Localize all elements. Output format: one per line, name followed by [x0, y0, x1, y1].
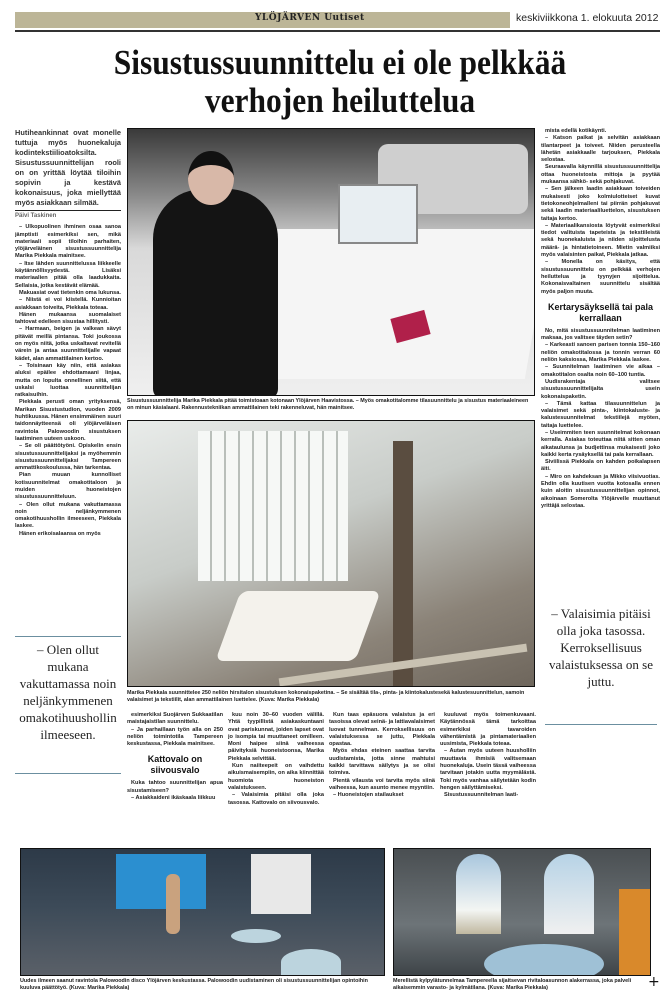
table: [231, 929, 281, 943]
paragraph: No, mitä sisustussuunnitelman laatiminen maksaa, jos valitsee täyden setin?: [541, 327, 660, 342]
arched-window: [456, 854, 501, 934]
figure: [166, 874, 180, 934]
paragraph: – Monella on käsitys, että sisustussuunnittelu on pelkkää verhojen heiluttelua ja tyynyjen sijoittelua. Kokonaisvaltainen suunnittelu sisältää myös paljon muuta.: [541, 259, 660, 295]
face: [188, 151, 234, 205]
paragraph: Kuka tahtoo suunnittelijan apua sisustamiseen?: [127, 780, 223, 794]
lead: Hutiheankinnat ovat monelle tuttuja myös huonekaluja kodintekstiilioatoksilta. Sisustussuunnittelijan rooli on on yrittää löytää tiloihin sopivin ja kestävä kokonaisuus, joka miellyttää myös asiakkaan silmää.: [15, 128, 121, 211]
left-column-body: [15, 224, 121, 538]
paragraph: Siviilissä Piekkala on kahden poikalapsen äiti.: [541, 459, 660, 473]
paragraph: – Useimmiten teen suunnitelmat kokonaan kerralla. Asiakas toteuttaa niitä sitten oman aikataulunsa ja budjettinsa mukaisesti joko kaikki kerta rysäyksellä tai pala kerrallaan.: [541, 429, 660, 458]
orange-wall: [619, 889, 651, 976]
paragraph: – Karkeasti sanoen parisen tonnia 150–160 neliön omakotitalossa ja tonnin verran 60 neliön kaksiossa, Marika Piekkala laskee.: [541, 342, 660, 364]
log-pillar: [393, 441, 413, 686]
body-column-2: [228, 712, 324, 846]
paragraph: – Harmaan, beigen ja valkean sävyt pitävät meillä pintansa. Toki joukossa on myös niitä, jotka uskaltavat revitellä värein ja antaa suunnittelijalle vapaat kädet, alan ammattilainen kertoo.: [15, 326, 121, 362]
body-column-1: [127, 712, 223, 846]
right-column: [541, 128, 660, 598]
photo1-caption: Sisustussuunnittelija Marika Piekkala pitää toimistoaan kotonaan Ylöjärven Haavistossa. – Myös omakotitalomme tilasuunnittelu ja sisustus materiaaleineen on minun käsialaani. Rakennustekniikan ammattilainen teki rakenneluvat, hän mainitsee.: [127, 398, 529, 411]
bottom-left-caption: Uudes ilmeen saanut ravintola Palowoodin disco Ylöjärven keskustassa. Palowoodin uudistaminen oli sisustussuunnittelijan opintoihin kuuluva päättötyö. (Kuva: Marika Piekkala): [20, 978, 368, 991]
paragraph: – Materiaalikansiosta löytyvät esimerkiksi tiedot valituista tapeteista ja tekstiileistä sekä huonekaluista ja niiden sijoittelusta määrä- ja hintatietoineen. Mietin valmiiksi myös valaisinten paikat, Piekkala jatkaa.: [541, 222, 660, 259]
paragraph: – Olen ollut mukana vakuttamassa noin neljänkymmenen omakotihuushollin ilmeeseen, Piekkala laskee.: [15, 501, 121, 530]
newspaper-logo: YLÖJÄRVEN Uutiset: [255, 13, 365, 23]
paragraph: Kun naiiteepeit on vaihdettu aikuismaisempiin, on aika kiinnittää huomiota huoneiston valaistukseen.: [228, 763, 324, 791]
paragraph: – Itse lähden suunnittelussa liikkeelle käytännöllisyydestä. Lisäksi materiaalien pitää olla laadukkaita. Sellaisia, jotka kestävät elämää.: [15, 260, 121, 289]
paragraph: – Valaisimia pitäisi olla joka tasossa. Kattovalo on siivousvalo.: [228, 792, 324, 806]
body-column-3: [329, 712, 435, 846]
paragraph: – Suunnitelman laatiminen vie aikaa – omakotitalon osalta noin 60–100 tuntia.: [541, 364, 660, 378]
masthead-rule: [15, 30, 660, 32]
paragraph: – Sen jälkeen laadin asiakkaan toiveiden mukaisesti joko kolmiulotteiset kuvat tietokoneohjelmalleni tai piirrän pohjakuvat sekä laadin materiaaliluettelon, sisustuksen taitaja kertoo.: [541, 186, 660, 222]
subheading-ceiling-light: Kattovalo on siivousvalo: [147, 754, 203, 776]
paragraph: – Huoneistojen stailaukset: [333, 792, 404, 799]
byline: Päivi Taskinen: [15, 213, 57, 219]
person: [153, 189, 278, 396]
photo2-caption: Marika Piekkala suunnittelee 250 neliön hirsitalon sisustuksen kokonaispaketina. – Se sisältää tila-, pinta- ja kiintokalustesekä kalustesuunnittelun, samoin valaisimet ja tekstiilit, alan ammattilainen luettelee. (Kuva: Marika Piekkala): [127, 690, 525, 703]
issue-date: keskiviikkona 1. elokuuta 2012: [516, 12, 659, 24]
body-column-4: [440, 712, 536, 846]
paragraph: esimerkiksi Suojärven Sukkaatilan maistajaistilan suunnittelu.: [127, 712, 223, 726]
photo-designer-at-desk: [127, 128, 535, 396]
paragraph: Hänen erikoisalaansa on myös: [19, 530, 101, 537]
render-log-house-interior: [127, 420, 535, 687]
paragraph: Piekkala perusti oman yrityksensä, Marikan Sisustustudion, vuoden 2009 huhtikuussa. Hänen ensimmäinen suuri taidonnäytteensä oli ylöjärveläisen ravintola Palowoodin sisustuksen laatiminen uuteen uskoon.: [15, 399, 121, 442]
photo-spa-basement: [393, 848, 651, 976]
paragraph: – Tämä kattaa tilasuunnittelun ja valaisimet sekä pinta-, kiintokaluste- ja kalustesuunnitelmat tekstiilejä myöten, taitaja luettelee.: [541, 400, 660, 429]
photo-palowood-disco: [20, 848, 385, 976]
paragraph: Hänen mukaansa suomalaiset tahtovat edelleen sisustaa hillitysti.: [15, 311, 121, 326]
paragraph: Kun taas epäsuora valaistus ja eri tasoissa olevat seinä- ja lattiavalaisimet luovat tunnelman. Kerroksellisuus on valaistuksessa se juttu, Piekkala opastaa.: [329, 712, 435, 748]
subheading-right: Kertarysäyksellä tai pala kerrallaan: [547, 301, 654, 323]
paragraph: Sisustussuunnitelman laati-: [444, 792, 519, 799]
paragraph: Makuasiat ovat tietenkin oma lukunsa.: [19, 289, 121, 296]
paragraph: – Se oli päättötyöni. Opiskelin ensin sisustussuunnittelijaksi ja myöhemmin sisustussuunnittelijaksi Tampereen ammattikoskoulussa, hän tarkentaa.: [15, 443, 121, 472]
headline: Sisustussuunnittelu ei ole pelkkää verhojen heiluttelua: [113, 43, 567, 120]
pull-quote-left: – Olen ollut mukana vakuttamassa noin neljänkymmenen omakotihuushollin ilmeeseen.: [15, 636, 121, 774]
table: [281, 949, 341, 975]
wall-art: [251, 854, 311, 914]
paragraph: kuuluvat myös toimenkuvaani. Käytännössä tämä tarkoittaa esimerkiksi tavaroiden vähentämistä ja pintamateriaalien uusimista, Piekkala toteaa.: [440, 712, 536, 748]
paragraph: – Ja parhaillaan työn alla on 250 neliön toimintotila Tampereen keskustassa, Piekkala mainitsee.: [127, 726, 223, 748]
left-column: [15, 128, 121, 640]
paragraph: – Katson paikat ja selvitän asiakkaan tilantarpeet ja toiveet. Niiden perusteella lähetän asiakkaalle tarjouksen, Piekkala selostaa.: [541, 135, 660, 164]
paragraph: – Asiakkaideni ikäskaala liikkuu: [131, 795, 216, 802]
laptop: [338, 184, 418, 244]
paragraph: – Niistä ei voi kiistellä. Kunnioitan asiakkaan toiveita, Piekkala toteaa.: [15, 297, 121, 311]
paragraph: – Miro on kahdeksan ja Mikko viisivuotias. Ehdin olla kuutisen vuotta kotosalla ennen kuin aloitin sisustussuunnittelijan opinnot, aikoinaan Somerolta Ylöjärvelle muuttanut yrittäjä selostaa.: [541, 473, 660, 509]
paragraph: Seuraavalla käynnillä sisustussuunnittelija ottaa huoneistosta mittoja ja pyytää mukaansa sähkö- sekä pohjakuvat.: [541, 164, 660, 186]
paragraph: – Ulkopuolinen ihminen osaa sanoa jämptisti esimerkiksi sen, mikä materiaali sopii tiloihin parhaiten, ylöjärveläinen sisustussuunnittelija Marika Piekkala mainitsee.: [15, 224, 121, 260]
tall-windows: [198, 431, 348, 581]
paragraph: Myös ehdas eteinen saattaa tarvita uudistamista, jotta sinne mahtuisi kaikki tarvittava säilytys ja se olisi toimiva.: [329, 748, 435, 777]
bottom-right-caption: Merellistä kylpylätunnelmaa Tampereella sijaitsevan rivitaloasunnon alakerrassa, joka palveli aikaisemmin varasto- ja kylmätilana. (Kuva: Marika Piekkala): [393, 978, 632, 991]
paragraph: mista edellä kotikäynti.: [545, 128, 607, 134]
pull-quote-right: – Valaisimia pitäisi olla joka tasossa. Kerroksellisuus valaistuksessa on se juttu.: [545, 605, 657, 725]
paragraph: kuu noin 30–60 vuoden välillä. Yhtä tyypillistä asiakaskuntaani ovat pariskunnat, joiden lapset ovat jo isompia tai muuttaneet omilleen. Moni haipee siinä vaiheessa päivityksiä huoneistoonsa, Marika Piekkala selvittää.: [228, 712, 324, 762]
paragraph: – Autan myös uuteen huusholliin muuttavia ihmisiä valitsemaan huonekaluja. Usein tässä vaiheessa tarvitaan jotakin uutta myymälästä. Toki myös vanhaa säilytetään kodin hengen säilyttämiseksi.: [440, 748, 536, 791]
paragraph: Pientä vilausta voi tarvita myös siinä vaiheessa, kun asunto menee myyntiin.: [329, 777, 435, 791]
round-rug: [484, 944, 604, 976]
blue-screen: [116, 854, 206, 909]
arched-window: [544, 854, 594, 934]
sofa: [215, 591, 380, 661]
paragraph: – Toisinaan käy niin, että asiakas aluksi epäilee ehdottamaani linjaa, mutta on lopulta onnellinen siitä, että uskalsi luottaa suunnittelijan ratkaisuihin.: [15, 362, 121, 399]
paragraph: Uudisrakentaja valitsee sisustussuunnittelijalta usein kokonaispaketin.: [541, 378, 660, 400]
crosshair-mark: +: [648, 974, 660, 990]
paragraph: Pian muuan kunnolliset kotisuunnitelmat omakotitaloon ja muiden huoneistojen sisustussuunnitteluun.: [15, 472, 121, 501]
